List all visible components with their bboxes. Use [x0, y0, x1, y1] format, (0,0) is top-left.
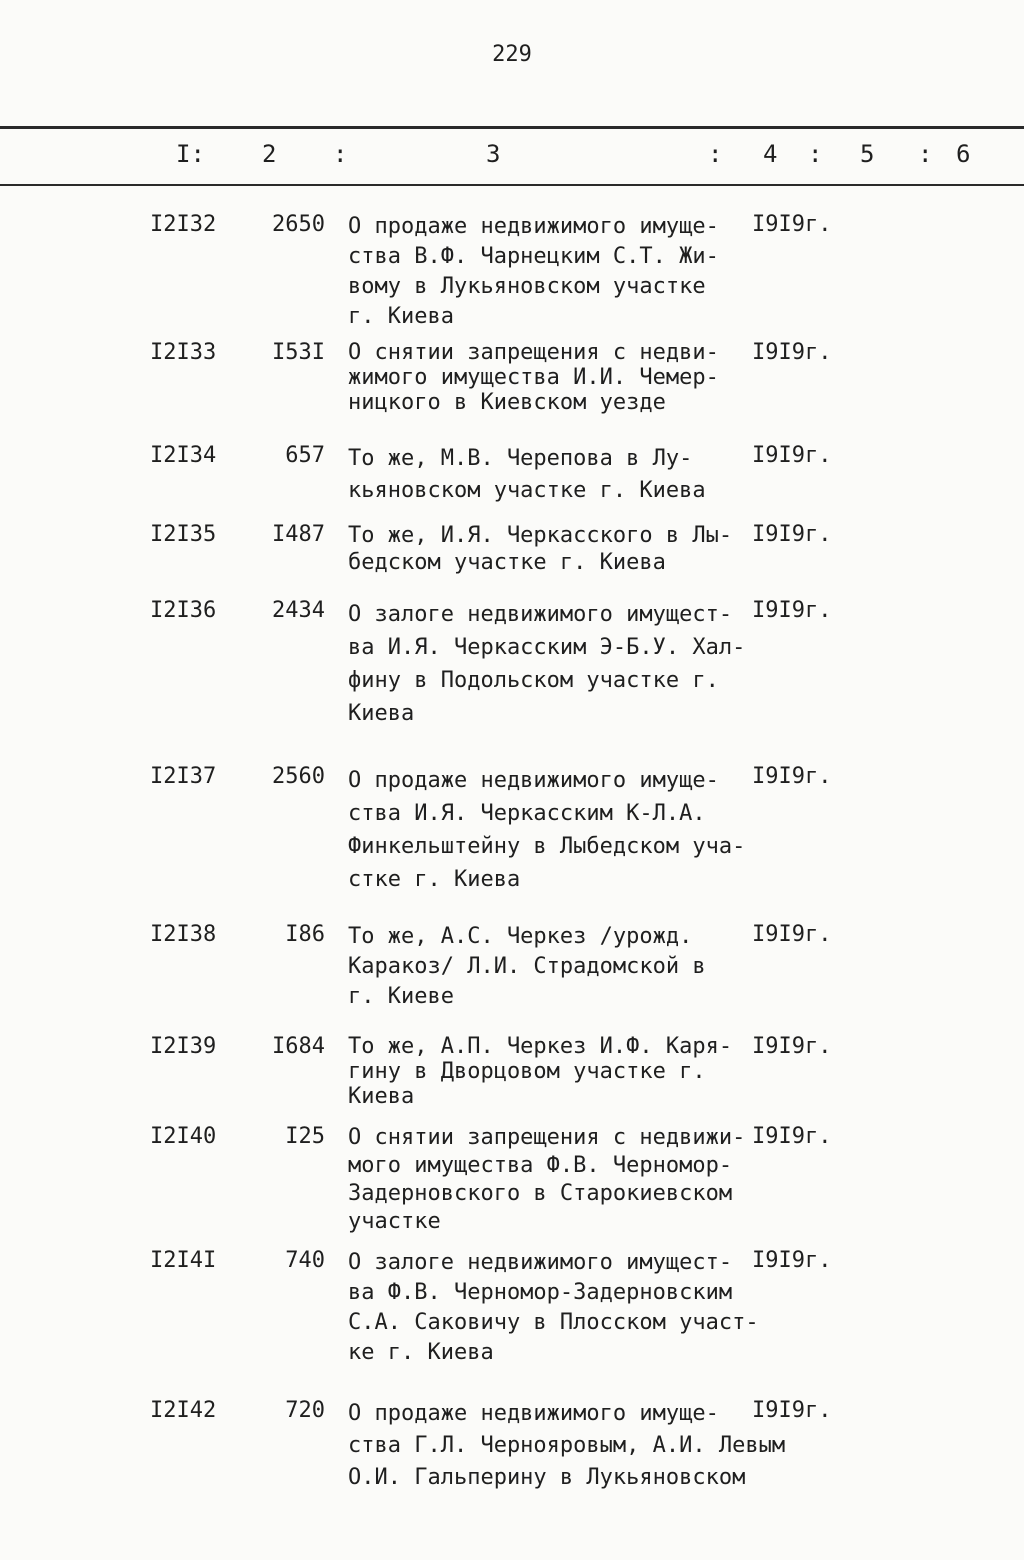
- column-header-3: 3: [486, 140, 501, 168]
- entry-description: То же, А.П. Черкез И.Ф. Каря- гину в Дворцовом участке г. Киева: [348, 1034, 733, 1109]
- column-header-2: 2: [262, 140, 277, 168]
- entry-number: I2I32: [150, 212, 217, 237]
- entry-date: I9I9г.: [752, 764, 832, 789]
- entry-date: I9I9г.: [752, 1034, 832, 1059]
- entry-date: I9I9г.: [752, 212, 832, 237]
- entry-date: I9I9г.: [752, 1398, 832, 1423]
- entry-number: I2I38: [150, 922, 217, 947]
- entry-number: I2I4I: [150, 1248, 217, 1273]
- entry-code: I25: [285, 1124, 325, 1149]
- entry-number: I2I37: [150, 764, 217, 789]
- entry-description: То же, И.Я. Черкасского в Лы- бедском участке г. Киева: [348, 523, 733, 575]
- entry-code: 2560: [272, 764, 325, 789]
- entry-number: I2I39: [150, 1034, 217, 1059]
- column-header-6: 6: [956, 140, 971, 168]
- column-separator: :: [333, 140, 348, 168]
- table-top-rule: [0, 126, 1024, 129]
- entry-description: То же, М.В. Черепова в Лу- кьяновском участке г. Киева: [348, 446, 706, 503]
- entry-number: I2I40: [150, 1124, 217, 1149]
- column-separator: :: [808, 140, 823, 168]
- entry-description: О продаже недвижимого имуще- ства В.Ф. Чарнецким С.Т. Жи- вому в Лукьяновском участке г. Киева: [348, 214, 719, 329]
- column-header-1: I:: [176, 140, 205, 168]
- table-header-rule: [0, 184, 1024, 186]
- entry-description: О продаже недвижимого имуще- ства Г.Л. Чернояровым, А.И. Левым О.И. Гальперину в Лукьяновском: [348, 1401, 786, 1490]
- entry-date: I9I9г.: [752, 443, 832, 468]
- entry-date: I9I9г.: [752, 922, 832, 947]
- entry-description: О залоге недвижимого имущест- ва И.Я. Черкасским Э-Б.У. Хал- фину в Подольском участке г. Киева: [348, 602, 746, 726]
- entry-date: I9I9г.: [752, 340, 832, 365]
- entry-code: 720: [285, 1398, 325, 1423]
- entry-code: I684: [272, 1034, 325, 1059]
- entry-date: I9I9г.: [752, 598, 832, 623]
- entry-code: 2650: [272, 212, 325, 237]
- entry-code: I86: [285, 922, 325, 947]
- entry-code: 740: [285, 1248, 325, 1273]
- entry-code: I487: [272, 522, 325, 547]
- entry-number: I2I34: [150, 443, 217, 468]
- entry-code: 2434: [272, 598, 325, 623]
- entry-number: I2I36: [150, 598, 217, 623]
- column-header-5: 5: [860, 140, 875, 168]
- entry-date: I9I9г.: [752, 522, 832, 547]
- entry-number: I2I42: [150, 1398, 217, 1423]
- column-header-4: 4: [763, 140, 778, 168]
- entry-number: I2I35: [150, 522, 217, 547]
- entry-date: I9I9г.: [752, 1248, 832, 1273]
- entry-description: То же, А.С. Черкез /урожд. Каракоз/ Л.И. Страдомской в г. Киеве: [348, 924, 706, 1009]
- entry-code: 657: [285, 443, 325, 468]
- entry-number: I2I33: [150, 340, 217, 365]
- column-separator: :: [918, 140, 933, 168]
- entry-description: О продаже недвижимого имуще- ства И.Я. Черкасским К-Л.А. Финкельштейну в Лыбедском уча- стке г. Киева: [348, 768, 746, 892]
- entry-date: I9I9г.: [752, 1124, 832, 1149]
- entry-description: О залоге недвижимого имущест- ва Ф.В. Черномор-Задерновским С.А. Саковичу в Плосском участ- ке г. Киева: [348, 1250, 759, 1365]
- column-header-row: [0, 140, 1024, 174]
- entry-description: О снятии запрещения с недви- жимого имущества И.И. Чемер- ницкого в Киевском уезде: [348, 340, 719, 415]
- column-separator: :: [708, 140, 723, 168]
- page-number: 229: [492, 42, 532, 67]
- entry-code: I53I: [272, 340, 325, 365]
- entry-description: О снятии запрещения с недвижи- мого имущества Ф.В. Черномор- Задерновского в Старокиевском участке: [348, 1125, 746, 1234]
